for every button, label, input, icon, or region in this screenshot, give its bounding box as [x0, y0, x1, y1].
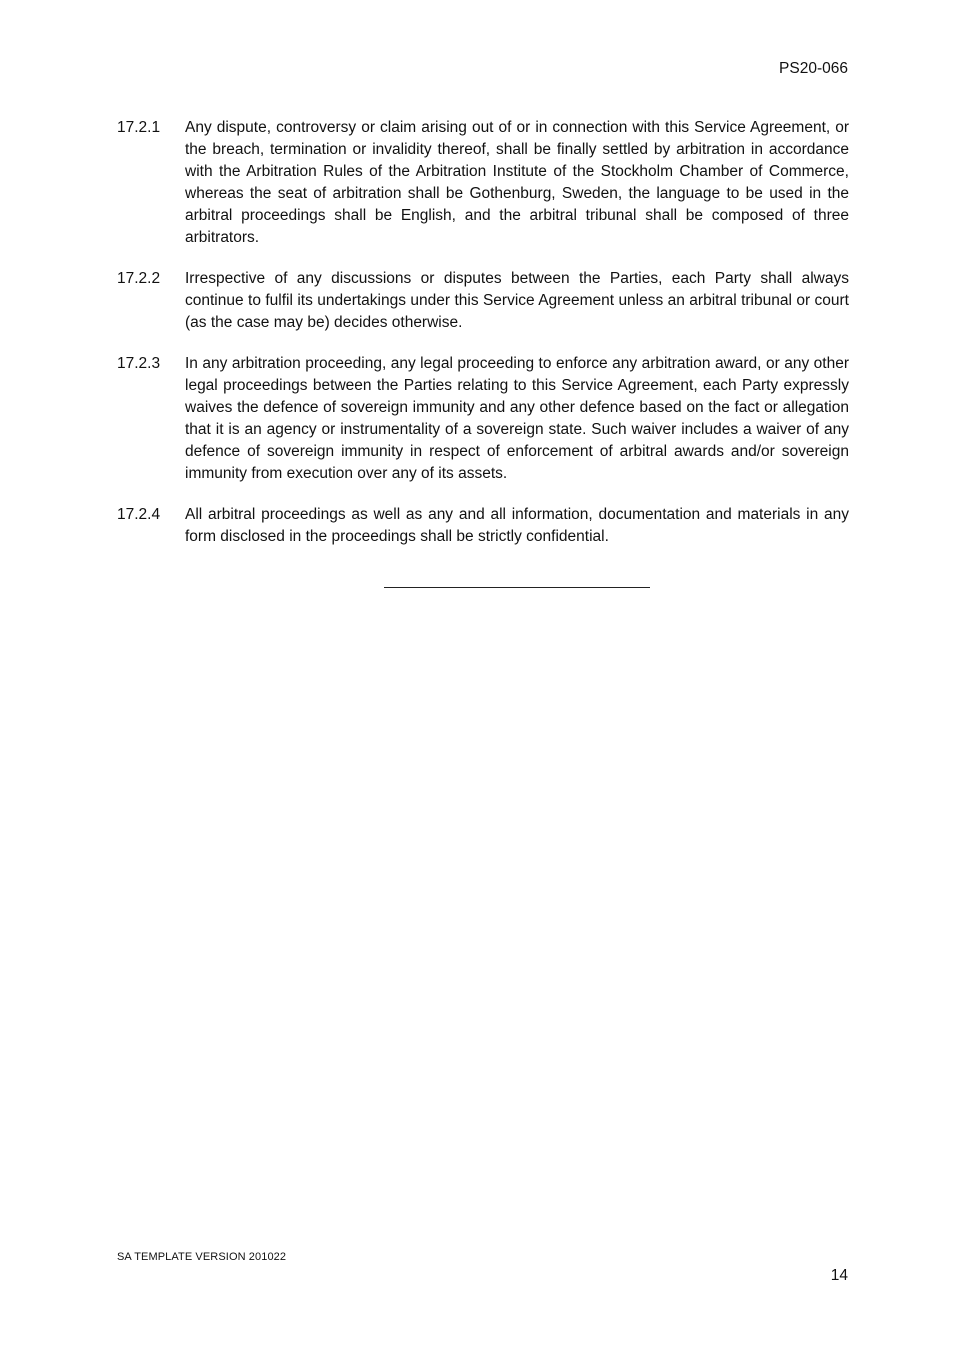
- clause-number: 17.2.3: [117, 355, 161, 372]
- clause-text: Any dispute, controversy or claim arising out of or in connection with this Service Agreement, or the breach, termination or invalidity thereof, shall be finally settled by arbitration in accordance with the Arbitration Rules of the Arbitration Institute of the Stockholm Chamber of Commerce, whereas the seat of arbitration shall be Gothenburg, Sweden, the language to be used in the arbitral proceedings shall be English, and the arbitral tribunal shall be composed of three arbitrators.: [185, 119, 849, 246]
- clause-text: In any arbitration proceeding, any legal proceeding to enforce any arbitration award, or any other legal proceedings between the Parties relating to this Service Agreement, each Party expressly waives the defence of sovereign immunity and any other defence based on the fact or allegation that it is an agency or instrumentality of a sovereign state. Such waiver includes a waiver of any defence of sovereign immunity in respect of enforcement of arbitral awards and/or sovereign immunity from execution over any of its assets.: [185, 355, 849, 482]
- clause-text: Irrespective of any discussions or disputes between the Parties, each Party shall always continue to fulfil its undertakings under this Service Agreement unless an arbitral tribunal or court (as the case may be) decides otherwise.: [185, 270, 849, 331]
- clause-17-2-3: [117, 353, 849, 485]
- clause-17-2-4: [117, 504, 849, 548]
- clause-text: All arbitral proceedings as well as any and all information, documentation and materials in any form disclosed in the proceedings shall be strictly confidential.: [185, 506, 849, 545]
- clause-list: [117, 117, 849, 567]
- template-version-footer: SA TEMPLATE VERSION 201022: [117, 1251, 287, 1263]
- clause-17-2-1: [117, 117, 849, 249]
- clause-17-2-2: [117, 268, 849, 334]
- document-reference: PS20-066: [779, 60, 848, 77]
- page-number: 14: [830, 1267, 848, 1284]
- end-of-section-rule: [384, 587, 650, 588]
- clause-number: 17.2.1: [117, 119, 161, 136]
- clause-number: 17.2.4: [117, 506, 161, 523]
- clause-number: 17.2.2: [117, 270, 161, 287]
